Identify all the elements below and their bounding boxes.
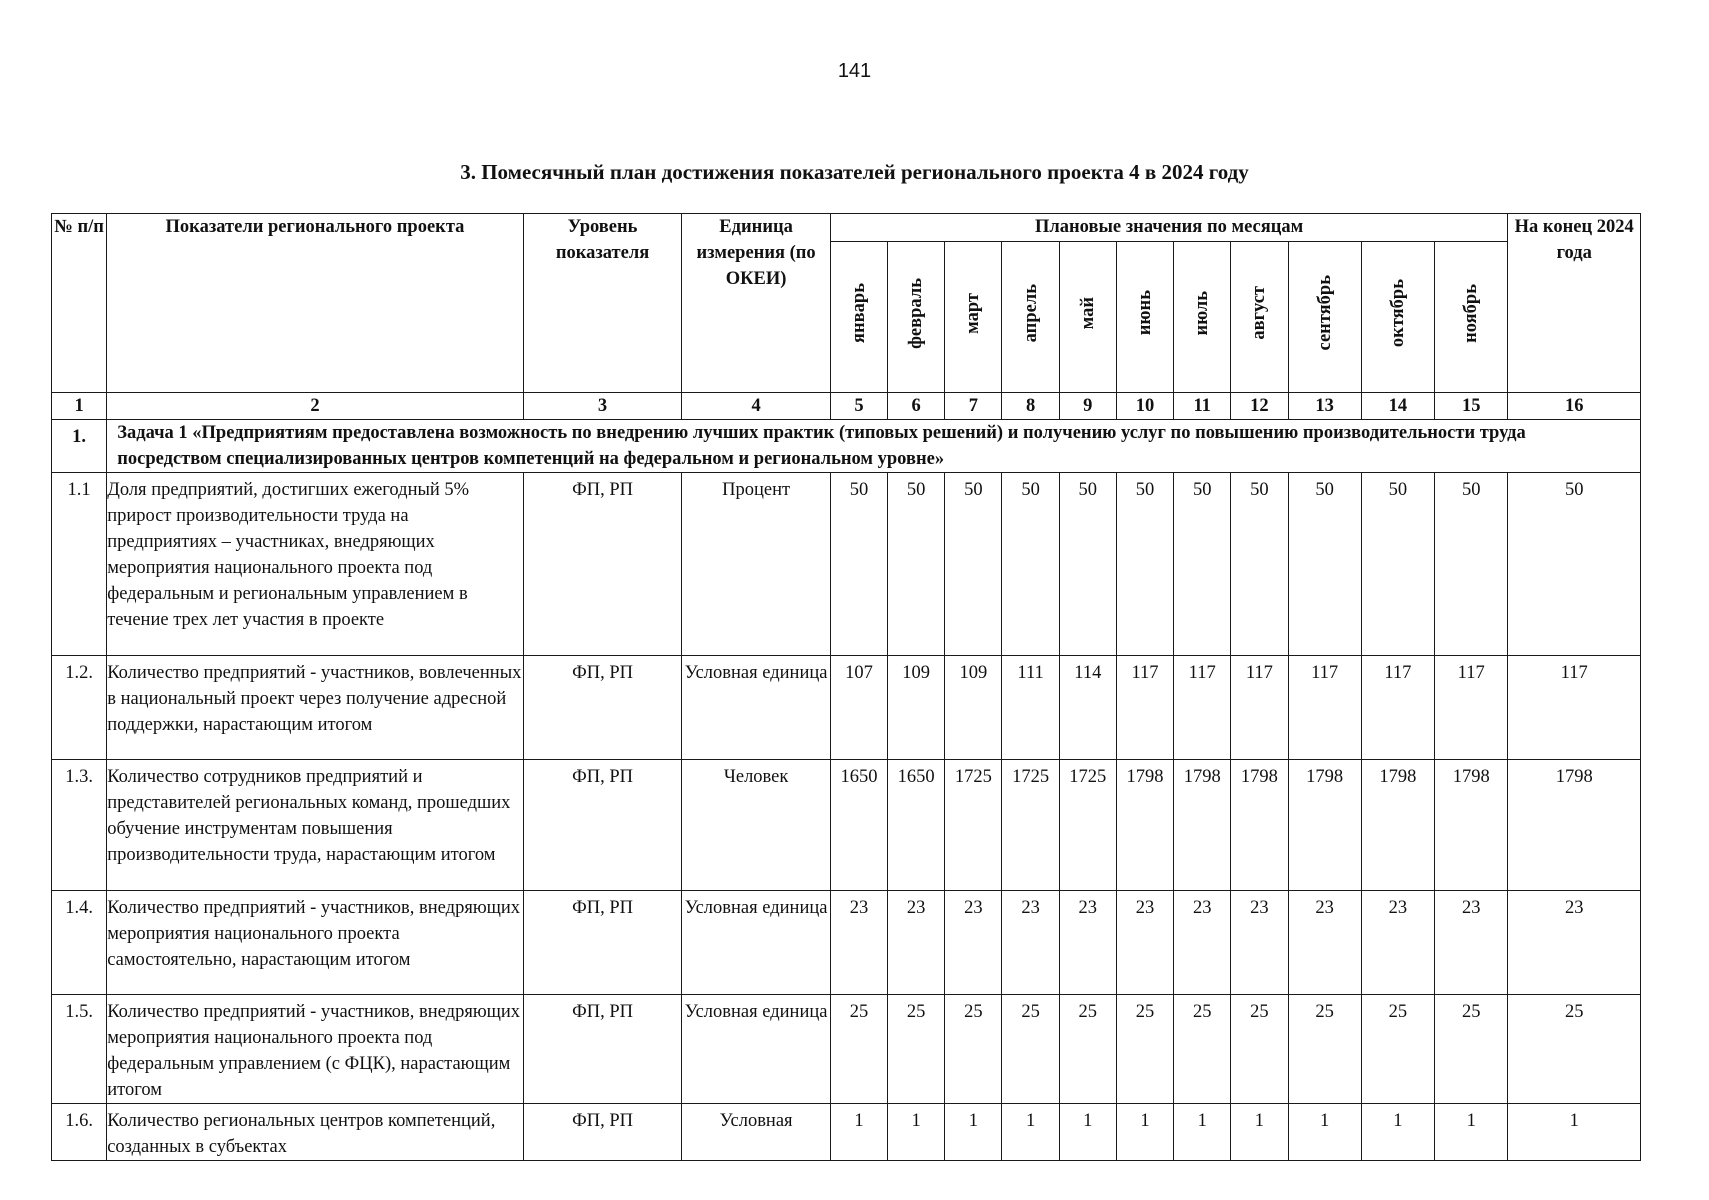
value-march: 25 <box>945 995 1002 1104</box>
table-row <box>52 891 1641 995</box>
value-february: 1 <box>888 1104 945 1161</box>
value-november: 25 <box>1435 995 1508 1104</box>
column-number: 11 <box>1174 393 1231 420</box>
column-number: 8 <box>1002 393 1059 420</box>
header-month-october: октябрь <box>1387 278 1408 348</box>
row-number: 1.2. <box>52 656 107 760</box>
value-september: 25 <box>1288 995 1361 1104</box>
value-september: 23 <box>1288 891 1361 995</box>
value-november: 117 <box>1435 656 1508 760</box>
header-unit: Единица измерения (по ОКЕИ) <box>682 214 831 393</box>
indicator-level: ФП, РП <box>523 656 682 760</box>
task-description: Задача 1 «Предприятиям предоставлена возможность по внедрению лучших практик (типовых решений) и получению услуг по повышению производительности труда посредством специализированных центров компетенций на федеральном и региональном уровне» <box>107 420 1641 473</box>
value-march: 109 <box>945 656 1002 760</box>
indicator-level: ФП, РП <box>523 760 682 891</box>
table-row <box>52 1104 1641 1161</box>
value-may: 25 <box>1059 995 1116 1104</box>
table-row <box>52 760 1641 891</box>
row-number: 1.6. <box>52 1104 107 1161</box>
column-number: 13 <box>1288 393 1361 420</box>
monthly-plan-table <box>51 213 1641 1161</box>
value-june: 1798 <box>1116 760 1173 891</box>
column-number: 2 <box>107 393 524 420</box>
value-august: 117 <box>1231 656 1288 760</box>
value-february: 25 <box>888 995 945 1104</box>
value-may: 50 <box>1059 473 1116 656</box>
column-number: 16 <box>1508 393 1641 420</box>
value-may: 23 <box>1059 891 1116 995</box>
indicator-unit: Процент <box>682 473 831 656</box>
value-may: 1 <box>1059 1104 1116 1161</box>
header-end-of-year: На конец 2024 года <box>1508 214 1641 393</box>
task-row <box>52 420 1641 473</box>
value-april: 1 <box>1002 1104 1059 1161</box>
column-number: 10 <box>1116 393 1173 420</box>
column-number: 4 <box>682 393 831 420</box>
indicator-name: Количество предприятий - участников, внедряющих мероприятия национального проекта под федеральным управлением (с ФЦК), нарастающим итогом <box>107 995 524 1104</box>
value-august: 23 <box>1231 891 1288 995</box>
value-june: 117 <box>1116 656 1173 760</box>
column-number: 9 <box>1059 393 1116 420</box>
value-january: 107 <box>830 656 887 760</box>
value-august: 50 <box>1231 473 1288 656</box>
indicator-name: Количество предприятий - участников, вовлеченных в национальный проект через получение адресной поддержки, нарастающим итогом <box>107 656 524 760</box>
row-number: 1.4. <box>52 891 107 995</box>
value-march: 50 <box>945 473 1002 656</box>
value-october: 117 <box>1361 656 1434 760</box>
value-october: 1 <box>1361 1104 1434 1161</box>
value-april: 111 <box>1002 656 1059 760</box>
value-september: 1798 <box>1288 760 1361 891</box>
column-number: 1 <box>52 393 107 420</box>
header-monthly-group: Плановые значения по месяцам <box>830 214 1508 242</box>
column-number: 14 <box>1361 393 1434 420</box>
value-january: 1650 <box>830 760 887 891</box>
indicator-unit: Условная единица <box>682 891 831 995</box>
value-august: 1 <box>1231 1104 1288 1161</box>
column-number: 5 <box>830 393 887 420</box>
value-april: 25 <box>1002 995 1059 1104</box>
value-september: 1 <box>1288 1104 1361 1161</box>
document-title: 3. Помесячный план достижения показателей регионального проекта 4 в 2024 году <box>460 160 1249 184</box>
indicator-level: ФП, РП <box>523 995 682 1104</box>
column-number: 7 <box>945 393 1002 420</box>
header-month-january: январь <box>848 283 869 343</box>
value-february: 1650 <box>888 760 945 891</box>
value-may: 1725 <box>1059 760 1116 891</box>
value-end-of-year: 1798 <box>1508 760 1641 891</box>
value-march: 1 <box>945 1104 1002 1161</box>
value-july: 25 <box>1174 995 1231 1104</box>
value-august: 1798 <box>1231 760 1288 891</box>
indicator-name: Количество предприятий - участников, внедряющих мероприятия национального проекта самостоятельно, нарастающим итогом <box>107 891 524 995</box>
value-june: 25 <box>1116 995 1173 1104</box>
value-april: 23 <box>1002 891 1059 995</box>
value-january: 50 <box>830 473 887 656</box>
value-july: 23 <box>1174 891 1231 995</box>
indicator-name: Количество региональных центров компетенций, созданных в субъектах <box>107 1104 524 1161</box>
value-may: 114 <box>1059 656 1116 760</box>
value-june: 1 <box>1116 1104 1173 1161</box>
value-november: 23 <box>1435 891 1508 995</box>
indicator-unit: Условная единица <box>682 995 831 1104</box>
indicator-unit: Условная <box>682 1104 831 1161</box>
value-july: 50 <box>1174 473 1231 656</box>
value-october: 50 <box>1361 473 1434 656</box>
header-month-july: июль <box>1192 290 1213 336</box>
row-number: 1.5. <box>52 995 107 1104</box>
task-number: 1. <box>52 420 107 473</box>
value-november: 50 <box>1435 473 1508 656</box>
indicator-unit: Человек <box>682 760 831 891</box>
header-indicator: Показатели регионального проекта <box>107 214 524 393</box>
indicator-level: ФП, РП <box>523 473 682 656</box>
value-july: 1 <box>1174 1104 1231 1161</box>
column-number: 6 <box>888 393 945 420</box>
value-october: 23 <box>1361 891 1434 995</box>
value-september: 50 <box>1288 473 1361 656</box>
indicator-unit: Условная единица <box>682 656 831 760</box>
header-month-june: июнь <box>1134 290 1155 336</box>
value-november: 1 <box>1435 1104 1508 1161</box>
indicator-name: Количество сотрудников предприятий и представителей региональных команд, прошедших обучение инструментам повышения производительности труда, нарастающим итогом <box>107 760 524 891</box>
value-end-of-year: 50 <box>1508 473 1641 656</box>
indicator-level: ФП, РП <box>523 891 682 995</box>
value-april: 1725 <box>1002 760 1059 891</box>
value-july: 117 <box>1174 656 1231 760</box>
value-january: 23 <box>830 891 887 995</box>
value-november: 1798 <box>1435 760 1508 891</box>
value-october: 1798 <box>1361 760 1434 891</box>
column-number: 15 <box>1435 393 1508 420</box>
value-january: 1 <box>830 1104 887 1161</box>
header-month-april: апрель <box>1020 283 1041 343</box>
row-number: 1.1 <box>52 473 107 656</box>
value-end-of-year: 23 <box>1508 891 1641 995</box>
value-april: 50 <box>1002 473 1059 656</box>
value-february: 109 <box>888 656 945 760</box>
value-february: 23 <box>888 891 945 995</box>
value-march: 1725 <box>945 760 1002 891</box>
header-no: № п/п <box>52 214 107 393</box>
column-number: 12 <box>1231 393 1288 420</box>
value-october: 25 <box>1361 995 1434 1104</box>
value-january: 25 <box>830 995 887 1104</box>
table-row <box>52 995 1641 1104</box>
table-row <box>52 656 1641 760</box>
value-february: 50 <box>888 473 945 656</box>
column-number: 3 <box>523 393 682 420</box>
value-march: 23 <box>945 891 1002 995</box>
header-month-november: ноябрь <box>1461 283 1482 343</box>
value-august: 25 <box>1231 995 1288 1104</box>
table-row <box>52 473 1641 656</box>
value-june: 23 <box>1116 891 1173 995</box>
row-number: 1.3. <box>52 760 107 891</box>
header-month-august: август <box>1249 286 1270 340</box>
header-month-march: март <box>963 292 984 334</box>
value-september: 117 <box>1288 656 1361 760</box>
header-month-may: май <box>1077 296 1098 330</box>
value-july: 1798 <box>1174 760 1231 891</box>
value-end-of-year: 117 <box>1508 656 1641 760</box>
indicator-name: Доля предприятий, достигших ежегодный 5% прирост производительности труда на предприятиях – участниках, внедряющих мероприятия национального проекта под федеральным и региональным управлением в течение трех лет участия в проекте <box>107 473 524 656</box>
indicator-level: ФП, РП <box>523 1104 682 1161</box>
page-number: 141 <box>837 60 872 82</box>
header-level: Уровень показателя <box>523 214 682 393</box>
column-number-row <box>52 393 1641 420</box>
value-end-of-year: 25 <box>1508 995 1641 1104</box>
value-june: 50 <box>1116 473 1173 656</box>
value-end-of-year: 1 <box>1508 1104 1641 1161</box>
header-month-february: февраль <box>906 277 927 349</box>
header-month-september: сентябрь <box>1314 275 1335 351</box>
